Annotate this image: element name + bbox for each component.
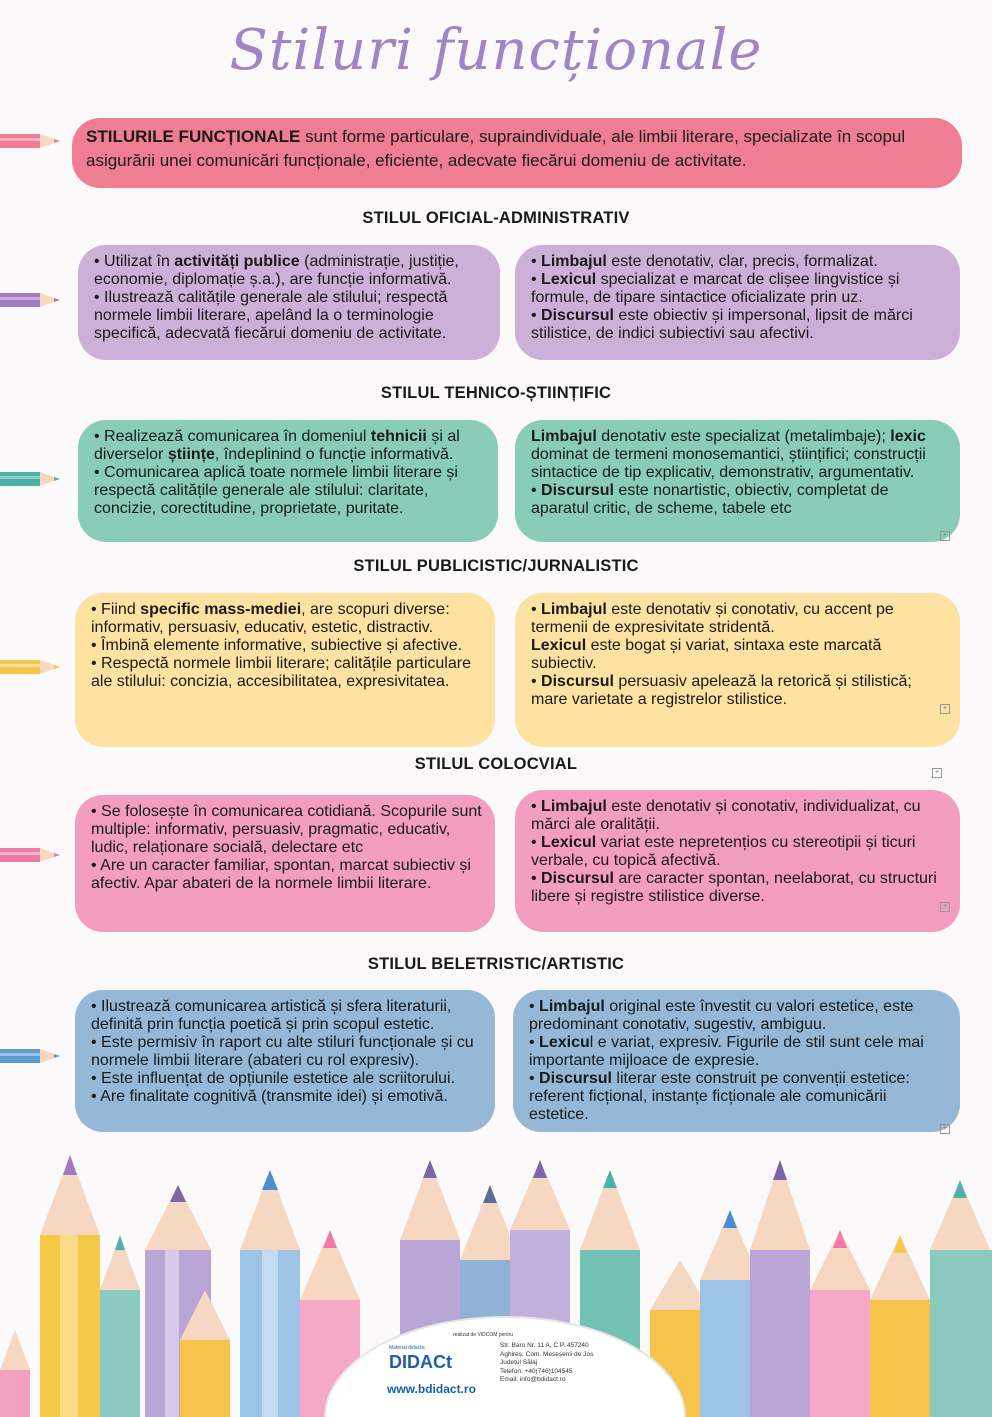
bold-term: științe — [167, 446, 215, 463]
section-heading: STILUL BELETRISTIC/ARTISTIC — [367, 955, 625, 973]
paragraph-text: persuasiv apelează la retorică și stilistică; mare varietate a registrelor stilistice. — [531, 673, 912, 708]
bold-term: Discursul — [541, 870, 614, 887]
page-title: Stiluri funcționale — [229, 18, 763, 83]
brand-name: DIDACt — [389, 1352, 452, 1372]
section-heading: STILUL COLOCVIAL — [414, 755, 578, 773]
box-paragraph — [531, 307, 948, 343]
paragraph-text: literar este construit pe convenții estetice: referent ficțional, instanțe ficționale ale comunicării estetice. — [529, 1070, 910, 1123]
paragraph-text: și al diverselor — [94, 428, 460, 463]
box-paragraph — [531, 870, 948, 906]
paragraph-text: • — [531, 673, 542, 690]
bold-term: tehnicii — [370, 428, 427, 445]
paragraph-text: este bogat și variat, sintaxa este marcată subiectiv. — [531, 637, 882, 672]
footer-tagline: realizat de VIDCOM pentru — [453, 1332, 514, 1338]
paragraph-text: • — [531, 482, 542, 499]
brand-site-link[interactable]: www.bdidact.ro — [387, 1382, 476, 1396]
box-paragraph — [531, 482, 948, 518]
box-paragraph — [94, 253, 488, 289]
bold-term: Limbajul — [541, 798, 607, 815]
expand-icon[interactable]: + — [940, 902, 950, 912]
box-paragraph — [94, 428, 486, 464]
box-paragraph — [91, 655, 483, 691]
paragraph-text: • — [531, 798, 542, 815]
section-heading: STILUL TEHNICO-ȘTIINȚIFIC — [380, 384, 612, 402]
paragraph-text: • Se folosește în comunicarea cotidiană. Scopurile sunt multiple: informativ, persuasiv, pragmatic, educativ, ludic, relaționare socială, delectare etc — [91, 803, 482, 856]
paragraph-text: l e variat, expresiv. Figurile de stil sunt cele mai importante mijloace de expresie. — [529, 1034, 924, 1069]
pencil-icon — [0, 133, 64, 149]
box-paragraph — [531, 834, 948, 870]
paragraph-text: original este învestit cu valori estetice, este predominant conotativ, sugestiv, ambiguu. — [529, 998, 914, 1033]
address-line: Email: info@bdidact.ro — [500, 1376, 566, 1383]
expand-icon[interactable]: + — [940, 704, 950, 714]
paragraph-text: • Este permisiv în raport cu alte stiluri funcționale și cu normele limbii literare (abateri cu rol expresiv). — [91, 1034, 474, 1069]
paragraph-text: dominat de termeni monosemantici, științifici; construcții sintactice de tip explicativ, demonstrativ, argumentativ. — [531, 446, 926, 481]
box-paragraph — [529, 1070, 948, 1124]
address-line: Aghireș, Com. Meseșenii de Jos — [500, 1350, 594, 1358]
pencil-icon — [0, 847, 64, 863]
box-paragraph — [91, 803, 483, 857]
address-line: Str. Baro Nr. 11 A, C.P. 457240 — [500, 1342, 589, 1349]
paragraph-text: este obiectiv și impersonal, lipsit de mărci stilistice, de indici subiectivi sau afectivi. — [531, 307, 913, 342]
box-paragraph — [94, 289, 488, 343]
bold-term: Lexicul — [541, 271, 597, 288]
bold-term: Lexicu — [539, 1034, 590, 1051]
bold-term: Lexicul — [541, 834, 597, 851]
bold-term: Limbajul — [541, 253, 607, 270]
section-left-box — [78, 245, 500, 360]
box-paragraph — [531, 601, 948, 637]
paragraph-text: este denotativ și conotativ, cu accent pe termenii de expresivitate stridentă. — [531, 601, 894, 636]
box-paragraph — [94, 464, 486, 518]
paragraph-text: este denotativ, clar, precis, formalizat. — [606, 253, 878, 270]
paragraph-text: • Respectă normele limbii literare; calitățile particulare ale stilului: concizia, accesibilitatea, expresivitatea. — [91, 655, 471, 690]
box-paragraph — [531, 271, 948, 307]
section-left-box — [78, 420, 498, 542]
bold-term: lexic — [890, 428, 926, 445]
paragraph-text: • — [531, 870, 542, 887]
box-paragraph — [531, 253, 948, 271]
paragraph-text: denotativ este specializat (metalimbaje); — [596, 428, 891, 445]
section-right-box — [515, 593, 960, 747]
paragraph-text: (administrație, justiție, economie, diplomație ș.a.), are funcție informativă. — [94, 253, 459, 288]
section-left-box — [75, 593, 495, 747]
box-paragraph — [531, 798, 948, 834]
bold-term: Discursul — [541, 673, 614, 690]
expand-icon[interactable]: + — [932, 768, 942, 778]
pencil-icon — [0, 659, 64, 675]
paragraph-text: • — [531, 307, 542, 324]
box-paragraph — [531, 673, 948, 709]
paragraph-text: • Este influențat de opțiunile estetice ale scriitorului. — [91, 1070, 456, 1087]
paragraph-text: , îndeplinind o funcție informativă. — [214, 446, 454, 463]
expand-icon[interactable]: + — [940, 531, 950, 541]
section-right-box — [513, 990, 960, 1132]
paragraph-text: • — [531, 253, 542, 270]
box-paragraph — [531, 637, 948, 673]
paragraph-text: • — [529, 1070, 540, 1087]
paragraph-text: • Utilizat în — [94, 253, 175, 270]
box-paragraph — [531, 428, 948, 482]
paragraph-text: • Are finalitate cognitivă (transmite idei) și emotivă. — [91, 1088, 448, 1105]
box-paragraph — [529, 1034, 948, 1070]
paragraph-text: este denotativ și conotativ, individualizat, cu mărci ale oralității. — [531, 798, 921, 833]
paragraph-text: specializat e marcat de clișee lingvistice și formule, de tipare sintactice oficializate prin uz. — [531, 271, 900, 306]
section-right-box — [515, 790, 960, 932]
box-paragraph — [91, 637, 483, 655]
paragraph-text: • Realizează comunicarea în domeniul — [94, 428, 371, 445]
paragraph-text: • — [529, 998, 540, 1015]
pencil-icon — [0, 292, 64, 308]
section-left-box — [75, 795, 495, 932]
bold-term: Discursul — [541, 307, 614, 324]
box-paragraph — [91, 998, 483, 1034]
box-paragraph — [91, 857, 483, 893]
pencil-icon — [0, 471, 64, 487]
paragraph-text: • Fiind — [91, 601, 141, 618]
paragraph-text: • Ilustrează comunicarea artistică și sfera literaturii, definită prin funcția poetică și prin scopul estetic. — [91, 998, 452, 1033]
bold-term: Lexicul — [531, 637, 587, 654]
paragraph-text: • Ilustrează calitățile generale ale stilului; respectă normele limbii literare, apelând la o terminologie specifică, adecvată fiecărui domeniu de activitate. — [94, 289, 448, 342]
intro-term: STILURILE FUNCȚIONALE — [86, 127, 301, 146]
brand-subtitle: Material didactic — [389, 1345, 426, 1351]
section-left-box — [75, 990, 495, 1132]
bold-term: Limbajul — [541, 601, 607, 618]
paragraph-text: variat este nepretențios cu stereotipii și ticuri verbale, cu topică afectivă. — [531, 834, 916, 869]
paragraph-text: este nonartistic, obiectiv, completat de aparatul critic, de scheme, tabele etc — [531, 482, 889, 517]
section-heading: STILUL PUBLICISTIC/JURNALISTIC — [353, 557, 639, 575]
bold-term: specific mass-mediei — [140, 601, 302, 618]
paragraph-text: • Are un caracter familiar, spontan, marcat subiectiv și afectiv. Apar abateri de la normele limbii literare. — [91, 857, 471, 892]
box-paragraph — [91, 1088, 483, 1106]
box-paragraph — [91, 1034, 483, 1070]
pencil-icon — [0, 1048, 64, 1064]
section-right-box — [515, 420, 960, 542]
footer-address — [500, 1342, 593, 1385]
bold-term: Limbajul — [531, 428, 597, 445]
bold-term: Discursul — [539, 1070, 612, 1087]
paragraph-text: • Comunicarea aplică toate normele limbii literare și respectă calitățile generale ale stilului: claritate, concizie, corectitudine, proprietate, puritate. — [94, 464, 458, 517]
box-paragraph — [91, 601, 483, 637]
bold-term: Limbajul — [539, 998, 605, 1015]
box-paragraph — [529, 998, 948, 1034]
intro-box — [72, 118, 962, 188]
paragraph-text: , are scopuri diverse: informativ, persuasiv, educativ, estetic, distractiv. — [91, 601, 450, 636]
section-heading: STILUL OFICIAL-ADMINISTRATIV — [362, 209, 630, 227]
paragraph-text: • — [531, 601, 542, 618]
box-paragraph — [91, 1070, 483, 1088]
address-line: Telefon: +40(746)104545 — [500, 1367, 573, 1375]
paragraph-text: • — [531, 834, 542, 851]
bold-term: Discursul — [541, 482, 614, 499]
bold-term: activități publice — [174, 253, 300, 270]
paragraph-text: • Îmbină elemente informative, subiective și afective. — [91, 637, 463, 654]
address-line: Județul Sălaj — [500, 1359, 538, 1366]
paragraph-text: • — [531, 271, 542, 288]
paragraph-text: are caracter spontan, neelaborat, cu structuri libere și registre stilistice diverse. — [531, 870, 937, 905]
intro-text: sunt forme particulare, supraindividuale, ale limbii literare, specializate în scopul asigurării unei comunicări funcționale, eficiente, adecvate fiecărui domeniu de activitate. — [86, 127, 906, 170]
expand-icon[interactable]: + — [940, 1124, 950, 1134]
paragraph-text: • — [529, 1034, 540, 1051]
section-right-box — [515, 245, 960, 360]
footer-logo — [375, 1322, 635, 1417]
